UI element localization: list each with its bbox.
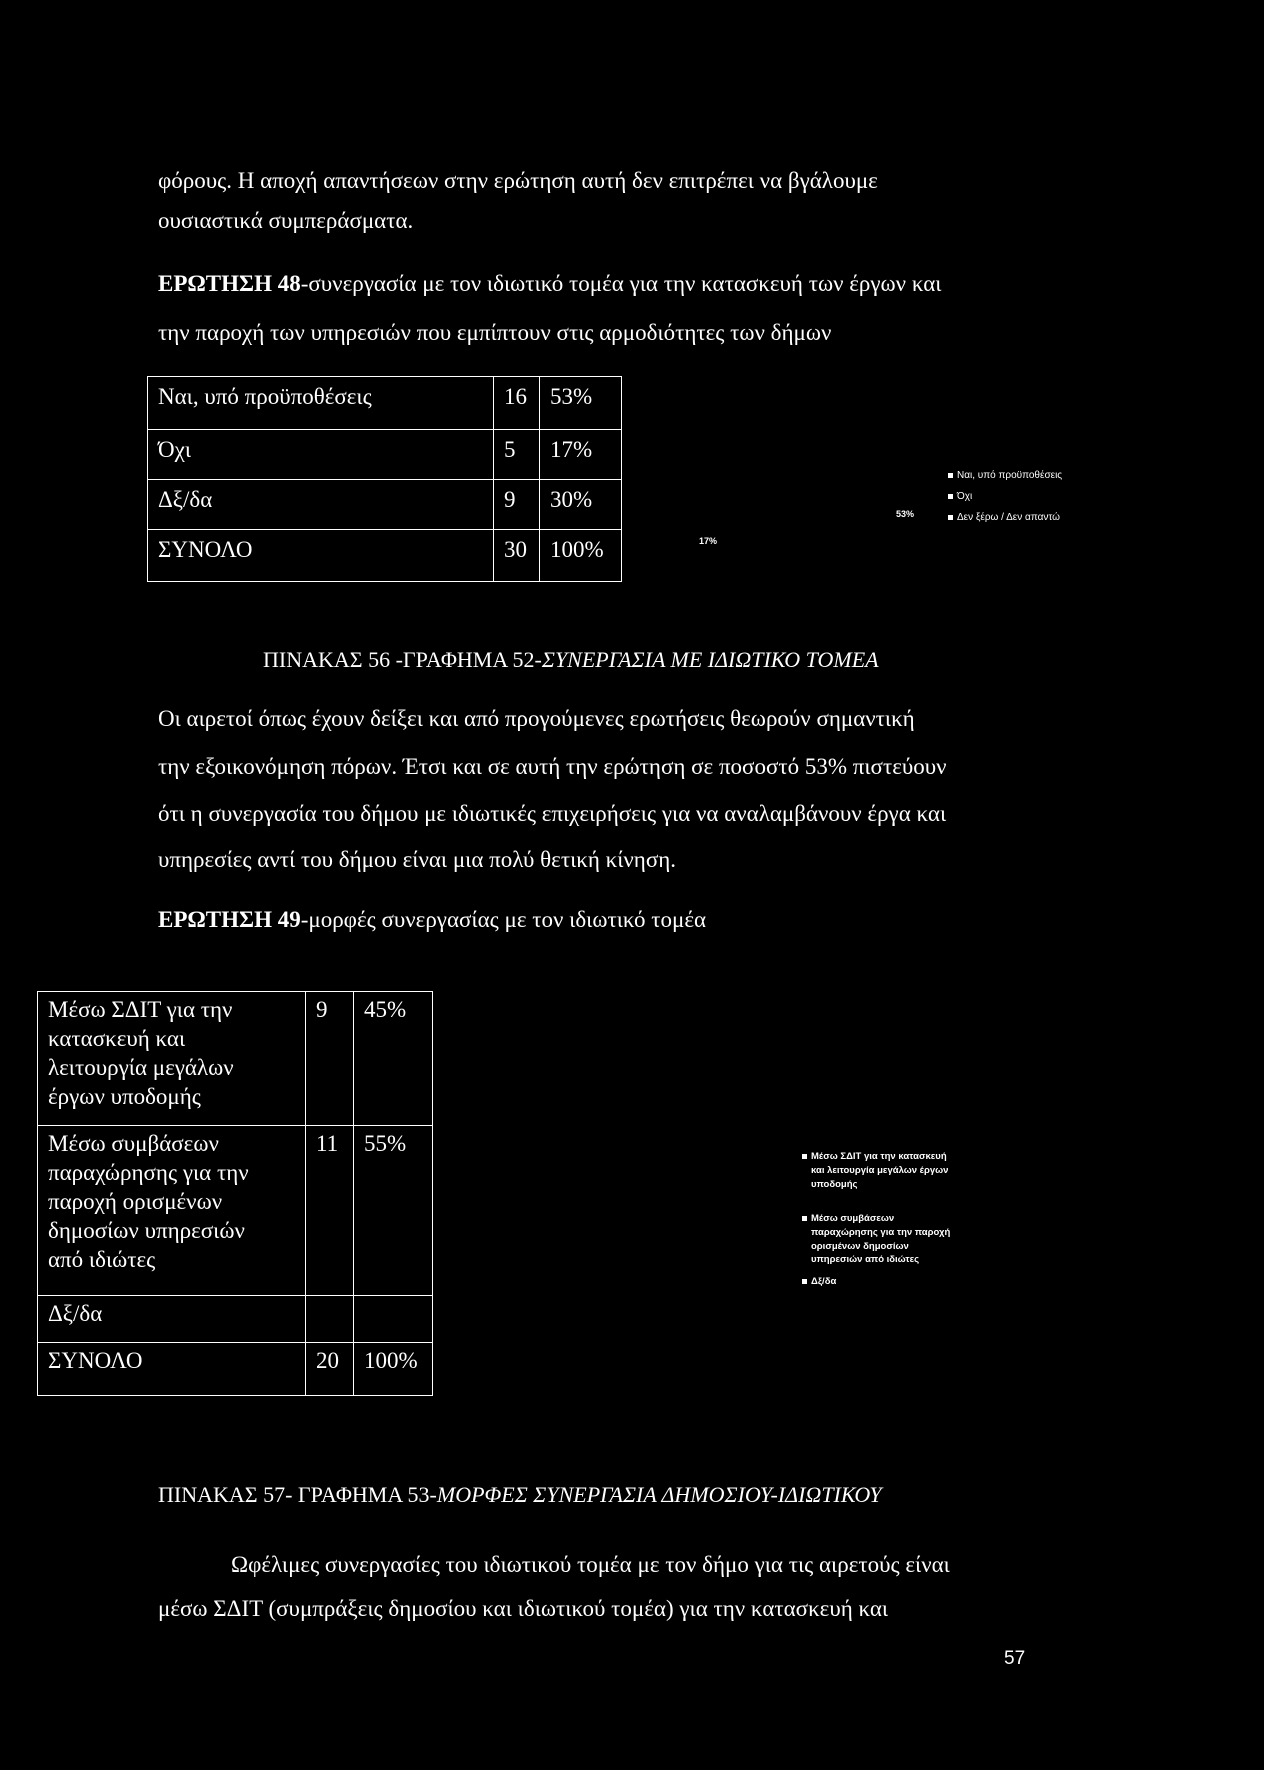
paragraph-line: Οι αιρετοί όπως έχουν δείξει και από προγούμενες ερωτήσεις θεωρούν σημαντική: [158, 706, 915, 731]
legend-label-line: Δξ/δα: [811, 1276, 837, 1287]
legend-item: [802, 1212, 950, 1267]
legend-label-line: υποδομής: [811, 1178, 858, 1190]
row-label-line: από ιδιώτες: [48, 1247, 156, 1272]
table-row: [148, 377, 622, 430]
row-count: 5: [494, 430, 540, 480]
intro-line: ουσιαστικά συμπεράσματα.: [158, 208, 414, 233]
row-count: 11: [306, 1126, 354, 1296]
legend-label-line: και λειτουργία μεγάλων έργων: [811, 1164, 949, 1176]
slice-label: 53%: [896, 509, 915, 519]
question-48-label: ΕΡΩΤΗΣΗ 48: [158, 271, 301, 296]
row-label: ΣΥΝΟΛΟ: [148, 530, 494, 582]
question-49-label: ΕΡΩΤΗΣΗ 49: [158, 907, 301, 932]
row-label-line: παραχώρησης για την: [48, 1160, 249, 1185]
legend-item: [948, 469, 1062, 483]
row-label: Δξ/δα: [148, 480, 494, 530]
row-percent: 17%: [540, 430, 622, 480]
row-label-line: κατασκευή και: [48, 1026, 186, 1051]
paragraph-line: ότι η συνεργασία του δήμου με ιδιωτικές επιχειρήσεις για να αναλαμβάνουν έργα και: [158, 801, 947, 826]
pie-chart-52: [640, 460, 1100, 580]
row-label: [38, 1343, 306, 1396]
intro-line: φόρους. Η αποχή απαντήσεων στην ερώτηση αυτή δεν επιτρέπει να βγάλουμε: [158, 168, 878, 193]
row-label-line: παροχή ορισμένων: [48, 1189, 223, 1214]
question-49-heading: [158, 906, 706, 934]
paragraph-line: μέσω ΣΔΙΤ (συμπράξεις δημοσίου και ιδιωτικού τομέα) για την κατασκευή και: [158, 1596, 889, 1621]
table-row: [38, 1296, 433, 1343]
table-row: [38, 1126, 433, 1296]
row-label-line: Μέσω συμβάσεων: [48, 1131, 219, 1156]
caption-title: ΜΟΡΦΕΣ ΣΥΝΕΡΓΑΣΙΑ ΔΗΜΟΣΙΟΥ-ΙΔΙΩΤΙΚΟΥ: [436, 1482, 882, 1507]
legend-label: Όχι: [957, 491, 973, 502]
caption-prefix: ΠΙΝΑΚΑΣ 56 -ΓΡΑΦΗΜΑ 52-: [263, 647, 542, 672]
question-48-heading: [158, 270, 941, 298]
legend-label: Δεν ξέρω / Δεν απαντώ: [957, 512, 1060, 523]
row-label-line: Δξ/δα: [48, 1301, 103, 1326]
row-percent: 100%: [540, 530, 622, 582]
row-label: Ναι, υπό προϋποθέσεις: [148, 377, 494, 430]
legend-swatch: [948, 494, 953, 499]
legend-item: [948, 511, 1060, 525]
row-count: 30: [494, 530, 540, 582]
row-count: 9: [494, 480, 540, 530]
table-row: [148, 480, 622, 530]
row-label-line: Μέσω ΣΔΙΤ για την: [48, 997, 233, 1022]
table-56: [147, 376, 622, 582]
row-label: [38, 1296, 306, 1343]
legend-label-line: Μέσω ΣΔΙΤ για την κατασκευή: [811, 1151, 947, 1162]
row-label: Όχι: [148, 430, 494, 480]
row-label-line: έργων υποδομής: [48, 1084, 201, 1109]
question-48-text-line2: την παροχή των υπηρεσιών που εμπίπτουν στις αρμοδιότητες των δήμων: [158, 320, 832, 345]
row-label-line: ΣΥΝΟΛΟ: [48, 1348, 143, 1373]
legend-swatch: [948, 473, 953, 478]
row-label-line: δημοσίων υπηρεσιών: [48, 1218, 245, 1243]
row-label: [38, 992, 306, 1126]
table-row: [38, 992, 433, 1126]
pie-chart-53: [700, 1140, 1000, 1300]
legend-item: [802, 1150, 948, 1191]
legend-label-line: Μέσω συμβάσεων: [811, 1213, 895, 1224]
legend-item: [802, 1275, 836, 1289]
page-number: 57: [1004, 1648, 1026, 1669]
legend-swatch: [802, 1279, 807, 1284]
caption-title: ΣΥΝΕΡΓΑΣΙΑ ΜΕ ΙΔΙΩΤΙΚΟ ΤΟΜΕΑ: [541, 647, 879, 672]
row-count: 9: [306, 992, 354, 1126]
legend-swatch: [948, 515, 953, 520]
table-row-total: [148, 530, 622, 582]
row-percent: 55%: [354, 1126, 433, 1296]
legend-label-line: παραχώρησης για την παροχή: [811, 1226, 951, 1238]
legend-item: [948, 490, 972, 504]
row-percent: 53%: [540, 377, 622, 430]
legend-label: Ναι, υπό προϋποθέσεις: [957, 470, 1063, 481]
caption-prefix: ΠΙΝΑΚΑΣ 57- ΓΡΑΦΗΜΑ 53-: [158, 1482, 437, 1507]
legend-label-line: υπηρεσιών από ιδιώτες: [811, 1254, 920, 1266]
paragraph-line: υπηρεσίες αντί του δήμου είναι μια πολύ θετική κίνηση.: [158, 847, 677, 872]
row-percent: 45%: [354, 992, 433, 1126]
row-percent: [354, 1296, 433, 1343]
caption-57: [158, 1481, 882, 1509]
row-count: [306, 1296, 354, 1343]
row-percent: 100%: [354, 1343, 433, 1396]
legend-swatch: [802, 1216, 807, 1221]
row-label-line: λειτουργία μεγάλων: [48, 1055, 234, 1080]
slice-label: 17%: [699, 536, 718, 546]
caption-56: [263, 646, 879, 674]
table-57: [37, 991, 433, 1396]
legend-label-line: ορισμένων δημοσίων: [811, 1240, 909, 1252]
row-percent: 30%: [540, 480, 622, 530]
paragraph-line: Ωφέλιμες συνεργασίες του ιδιωτικού τομέα με τον δήμο για τις αιρετούς είναι: [231, 1552, 950, 1577]
row-count: 16: [494, 377, 540, 430]
table-row-total: [38, 1343, 433, 1396]
question-48-text: -συνεργασία με τον ιδιωτικό τομέα για την κατασκευή των έργων και: [300, 271, 942, 296]
paragraph-line: την εξοικονόμηση πόρων. Έτσι και σε αυτή την ερώτηση σε ποσοστό 53% πιστεύουν: [158, 754, 947, 779]
table-row: [148, 430, 622, 480]
question-49-text: -μορφές συνεργασίας με τον ιδιωτικό τομέα: [300, 907, 707, 932]
row-label: [38, 1126, 306, 1296]
legend-swatch: [802, 1154, 807, 1159]
row-count: 20: [306, 1343, 354, 1396]
